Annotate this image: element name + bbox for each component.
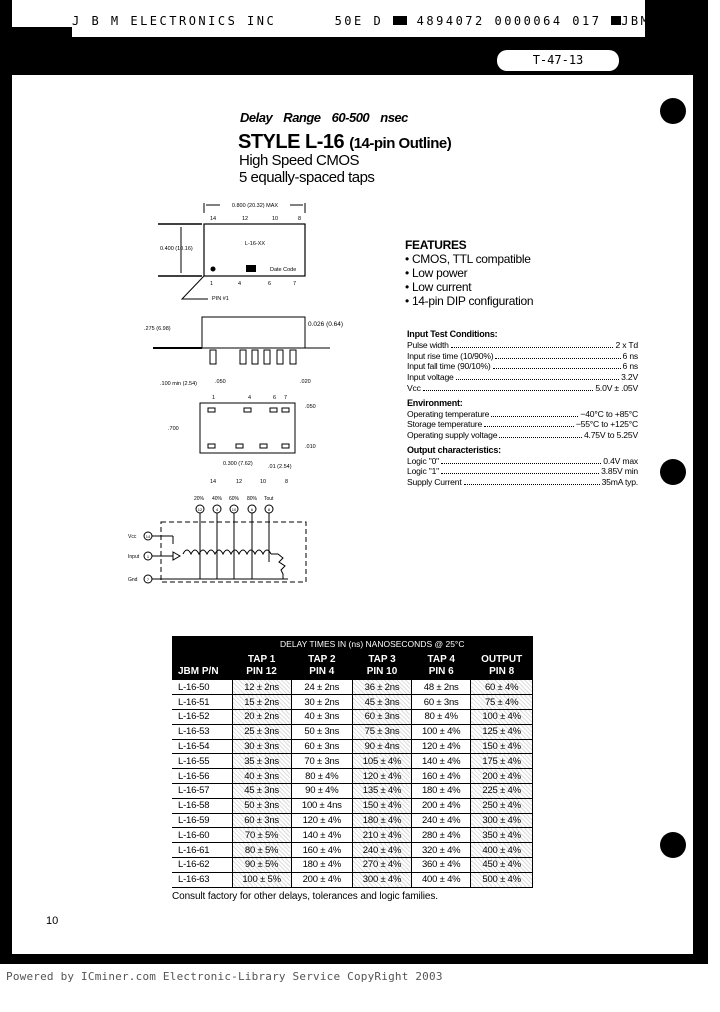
svg-text:7: 7 xyxy=(146,577,150,582)
svg-text:7: 7 xyxy=(293,281,297,287)
part-number-cell: L-16-51 xyxy=(172,695,232,710)
svg-text:12: 12 xyxy=(197,507,203,512)
spec-row xyxy=(407,383,638,394)
dot-leader xyxy=(484,420,574,427)
spec-label: Operating temperature xyxy=(407,408,490,419)
dim-row-spacing: .700 xyxy=(168,426,179,432)
delay-cell: 75 ± 4% xyxy=(471,695,533,710)
delay-cell: 100 ± 4% xyxy=(471,710,533,725)
delay-cell: 450 ± 4% xyxy=(471,858,533,873)
delay-cell: 30 ± 3ns xyxy=(232,739,291,754)
part-number-cell: L-16-59 xyxy=(172,813,232,828)
delay-cell: 350 ± 4% xyxy=(471,828,533,843)
spec-row xyxy=(407,340,638,351)
delay-cell: 80 ± 4% xyxy=(291,769,352,784)
svg-text:10: 10 xyxy=(231,507,237,512)
table-caption: DELAY TIMES IN (ns) NANOSECONDS @ 25°C xyxy=(172,636,533,651)
svg-text:1: 1 xyxy=(210,281,214,287)
dim-lead-thickness: 0.026 (0.64) xyxy=(308,321,344,328)
tap-labels xyxy=(194,496,274,502)
footer-copyright: Powered by ICminer.com Electronic-Library Service CopyRight 2003 xyxy=(6,970,443,983)
delay-cell: 200 ± 4% xyxy=(412,798,471,813)
delay-cell: 60 ± 3ns xyxy=(352,710,411,725)
svg-text:Tout: Tout xyxy=(264,496,274,502)
svg-text:6: 6 xyxy=(268,281,272,287)
dot-leader xyxy=(499,431,582,438)
delay-cell: 100 ± 5% xyxy=(232,872,291,887)
part-number-cell: L-16-53 xyxy=(172,724,232,739)
svg-text:14: 14 xyxy=(210,479,217,485)
delay-cell: 15 ± 2ns xyxy=(232,695,291,710)
part-number-cell: L-16-61 xyxy=(172,843,232,858)
company-name: J B M ELECTRONICS INC xyxy=(72,14,277,28)
spec-label: Input fall time (90/10%) xyxy=(407,361,491,372)
dot-leader xyxy=(451,341,614,348)
subtitle: 5 equally-spaced taps xyxy=(239,169,375,186)
spec-label: Operating supply voltage xyxy=(407,429,498,440)
delay-cell: 45 ± 3ns xyxy=(232,784,291,799)
spec-heading: Output characteristics: xyxy=(407,444,501,455)
spec-label: Vcc xyxy=(407,382,421,393)
delay-cell: 90 ± 5% xyxy=(232,858,291,873)
spec-value: 3.85V min xyxy=(601,466,638,477)
gnd-label: Gnd xyxy=(128,577,138,583)
delay-cell: 150 ± 4% xyxy=(471,739,533,754)
dim-pitch: .050 xyxy=(215,379,226,385)
svg-text:6: 6 xyxy=(250,507,254,512)
reference-badge: T-47-13 xyxy=(497,50,619,71)
specifications xyxy=(407,325,638,488)
column-header: TAP 3 PIN 10 xyxy=(352,651,411,680)
delay-cell: 24 ± 2ns xyxy=(291,680,352,695)
svg-text:4: 4 xyxy=(238,281,242,287)
scan-band-bottom xyxy=(0,954,708,964)
svg-text:20%: 20% xyxy=(194,496,205,502)
delay-cell: 400 ± 4% xyxy=(412,872,471,887)
spec-value: 3.2V xyxy=(621,372,638,383)
delay-range: Delay Range 60-500 nsec xyxy=(240,110,408,125)
delay-cell: 60 ± 3ns xyxy=(232,813,291,828)
part-number-cell: L-16-63 xyxy=(172,872,232,887)
scan-border-right-top xyxy=(645,0,708,40)
subtitle: High Speed CMOS xyxy=(239,152,360,169)
spec-row xyxy=(407,419,638,430)
dot-leader xyxy=(464,478,600,485)
date-code-label: Date Code xyxy=(270,267,297,273)
part-number-cell: L-16-52 xyxy=(172,710,232,725)
delay-cell: 70 ± 5% xyxy=(232,828,291,843)
table-row xyxy=(172,695,533,710)
table-row xyxy=(172,769,533,784)
dot-leader xyxy=(491,410,578,417)
table-row xyxy=(172,813,533,828)
delay-cell: 75 ± 3ns xyxy=(352,724,411,739)
scan-band-top-left xyxy=(0,27,72,39)
delay-cell: 140 ± 4% xyxy=(291,828,352,843)
dot-leader xyxy=(423,384,594,391)
delay-cell: 135 ± 4% xyxy=(352,784,411,799)
dim-height: 0.400 (10.16) xyxy=(160,246,193,252)
delay-cell: 25 ± 3ns xyxy=(232,724,291,739)
delay-cell: 180 ± 4% xyxy=(352,813,411,828)
svg-text:14: 14 xyxy=(210,216,217,222)
feature-item: • Low power xyxy=(405,266,468,280)
svg-text:4: 4 xyxy=(215,507,219,512)
table-row xyxy=(172,858,533,873)
scan-header xyxy=(72,14,650,28)
dot-leader xyxy=(441,457,601,464)
delay-cell: 40 ± 3ns xyxy=(232,769,291,784)
part-number-cell: L-16-57 xyxy=(172,784,232,799)
consult-note: Consult factory for other delays, tolerances and logic families. xyxy=(172,891,438,902)
feature-item: • 14-pin DIP configuration xyxy=(405,294,534,308)
spec-value: 0.4V max xyxy=(603,455,638,466)
delay-cell: 100 ± 4% xyxy=(412,724,471,739)
svg-text:40%: 40% xyxy=(212,496,223,502)
scan-border-right xyxy=(693,0,708,963)
header-brand: JBM xyxy=(621,14,651,28)
svg-text:12: 12 xyxy=(242,216,249,222)
table-row xyxy=(172,739,533,754)
delay-cell: 140 ± 4% xyxy=(412,754,471,769)
spec-value: 6 ns xyxy=(622,350,638,361)
delay-cell: 60 ± 3ns xyxy=(412,695,471,710)
part-marking: L-16-XX xyxy=(244,241,266,247)
svg-text:12: 12 xyxy=(236,479,243,485)
dot-leader xyxy=(495,352,620,359)
svg-text:10: 10 xyxy=(260,479,267,485)
vcc-label: Vcc xyxy=(128,534,137,540)
spec-row xyxy=(407,456,638,467)
punch-hole xyxy=(660,832,686,858)
spec-label: Pulse width xyxy=(407,340,449,350)
svg-text:7: 7 xyxy=(284,395,288,401)
table-row xyxy=(172,784,533,799)
table-row xyxy=(172,754,533,769)
header-code: 50E D xyxy=(334,14,384,28)
dim-lead-min: .100 min (2.54) xyxy=(160,381,197,387)
delay-cell: 80 ± 5% xyxy=(232,843,291,858)
table-row xyxy=(172,710,533,725)
input-label: Input xyxy=(128,554,140,560)
features-title: FEATURES xyxy=(405,238,467,252)
header-barcode-number: 4894072 0000064 017 xyxy=(416,14,602,28)
delay-cell: 200 ± 4% xyxy=(471,769,533,784)
column-header: TAP 1 PIN 12 xyxy=(232,651,291,680)
spec-row xyxy=(407,361,638,372)
delay-cell: 120 ± 4% xyxy=(291,813,352,828)
spec-heading: Environment: xyxy=(407,397,463,408)
delay-cell: 40 ± 3ns xyxy=(291,710,352,725)
table-row xyxy=(172,724,533,739)
spec-row xyxy=(407,372,638,383)
delay-cell: 300 ± 4% xyxy=(471,813,533,828)
delay-cell: 180 ± 4% xyxy=(412,784,471,799)
table-row xyxy=(172,843,533,858)
delay-cell: 150 ± 4% xyxy=(352,798,411,813)
scan-border-left xyxy=(0,0,12,963)
part-number-cell: L-16-62 xyxy=(172,858,232,873)
delay-cell: 60 ± 3ns xyxy=(291,739,352,754)
column-header: JBM P/N xyxy=(172,651,232,680)
top-view-drawing xyxy=(150,195,330,305)
part-number-cell: L-16-60 xyxy=(172,828,232,843)
column-header: OUTPUT PIN 8 xyxy=(471,651,533,680)
delay-cell: 280 ± 4% xyxy=(412,828,471,843)
delay-cell: 30 ± 2ns xyxy=(291,695,352,710)
dim-300: 0.300 (7.62) xyxy=(223,461,253,467)
delay-cell: 160 ± 4% xyxy=(412,769,471,784)
delay-cell: 175 ± 4% xyxy=(471,754,533,769)
delay-times-table xyxy=(172,636,533,888)
dot-leader xyxy=(441,467,599,474)
delay-cell: 60 ± 4% xyxy=(471,680,533,695)
spec-value: 4.75V to 5.25V xyxy=(583,429,638,440)
delay-cell: 210 ± 4% xyxy=(352,828,411,843)
spec-row xyxy=(407,477,638,488)
spec-label: Input rise time (10/90%) xyxy=(407,350,494,361)
spec-value: −40°C to +85°C xyxy=(580,408,638,419)
spec-heading: Input Test Conditions: xyxy=(407,329,498,339)
spec-value: 2 x Td xyxy=(615,340,638,350)
part-number-cell: L-16-54 xyxy=(172,739,232,754)
delay-cell: 360 ± 4% xyxy=(412,858,471,873)
dot-leader xyxy=(493,362,621,369)
part-number-cell: L-16-58 xyxy=(172,798,232,813)
schematic-diagram xyxy=(128,492,313,592)
delay-cell: 45 ± 3ns xyxy=(352,695,411,710)
page-number: 10 xyxy=(46,915,59,927)
feature-item: • CMOS, TTL compatible xyxy=(405,252,531,266)
delay-cell: 90 ± 4ns xyxy=(352,739,411,754)
svg-text:8: 8 xyxy=(267,507,271,512)
svg-text:4: 4 xyxy=(248,395,252,401)
svg-text:14: 14 xyxy=(145,534,151,539)
spec-value: 5.0V ± .05V xyxy=(595,382,638,393)
spec-value: −55°C to +125°C xyxy=(575,419,638,430)
spec-row xyxy=(407,466,638,477)
delay-cell: 80 ± 4% xyxy=(412,710,471,725)
footprint-bottom-pins xyxy=(210,479,288,485)
bottom-pin-labels xyxy=(210,281,296,287)
table-caption-row xyxy=(172,636,533,651)
delay-cell: 120 ± 4% xyxy=(412,739,471,754)
delay-cell: 125 ± 4% xyxy=(471,724,533,739)
delay-cell: 320 ± 4% xyxy=(412,843,471,858)
delay-cell: 48 ± 2ns xyxy=(412,680,471,695)
svg-text:80%: 80% xyxy=(247,496,258,502)
table-row xyxy=(172,798,533,813)
top-pin-labels xyxy=(210,216,301,222)
delay-cell: 500 ± 4% xyxy=(471,872,533,887)
part-number-cell: L-16-56 xyxy=(172,769,232,784)
svg-text:60%: 60% xyxy=(229,496,240,502)
dot-leader xyxy=(456,373,619,380)
punch-hole xyxy=(660,98,686,124)
delay-cell: 180 ± 4% xyxy=(291,858,352,873)
delay-cell: 120 ± 4% xyxy=(352,769,411,784)
features-list xyxy=(405,238,533,308)
part-number-cell: L-16-50 xyxy=(172,680,232,695)
svg-text:6: 6 xyxy=(273,395,277,401)
table-row xyxy=(172,828,533,843)
delay-cell: 240 ± 4% xyxy=(352,843,411,858)
delay-cell: 300 ± 4% xyxy=(352,872,411,887)
side-and-footprint-drawing xyxy=(140,310,355,490)
delay-cell: 50 ± 3ns xyxy=(232,798,291,813)
spec-row xyxy=(407,409,638,420)
delay-cell: 400 ± 4% xyxy=(471,843,533,858)
feature-item: • Low current xyxy=(405,280,472,294)
pin1-label: PIN #1 xyxy=(212,296,229,302)
delay-cell: 35 ± 3ns xyxy=(232,754,291,769)
spec-value: 6 ns xyxy=(622,361,638,372)
delay-cell: 270 ± 4% xyxy=(352,858,411,873)
spec-label: Supply Current xyxy=(407,477,462,488)
svg-text:1: 1 xyxy=(146,554,150,559)
column-header: TAP 2 PIN 4 xyxy=(291,651,352,680)
spec-row xyxy=(407,351,638,362)
table-row xyxy=(172,872,533,887)
delay-cell: 70 ± 3ns xyxy=(291,754,352,769)
footprint-top-pins xyxy=(212,395,287,401)
page-title: STYLE L-16 (14-pin Outline) xyxy=(238,131,452,153)
spec-label: Logic "0" xyxy=(407,455,440,466)
delay-cell: 12 ± 2ns xyxy=(232,680,291,695)
delay-cell: 50 ± 3ns xyxy=(291,724,352,739)
dim-width: 0.800 (20.32) MAX xyxy=(231,203,279,209)
delay-cell: 90 ± 4% xyxy=(291,784,352,799)
dim-side-height: .275 (6.98) xyxy=(144,326,171,332)
svg-text:10: 10 xyxy=(272,216,279,222)
delay-cell: 250 ± 4% xyxy=(471,798,533,813)
delay-cell: 200 ± 4% xyxy=(291,872,352,887)
column-header: TAP 4 PIN 6 xyxy=(412,651,471,680)
delay-cell: 225 ± 4% xyxy=(471,784,533,799)
svg-text:8: 8 xyxy=(285,479,289,485)
svg-text:8: 8 xyxy=(298,216,302,222)
spec-row xyxy=(407,430,638,441)
dim-100: .01 (2.54) xyxy=(268,464,292,470)
table-header-row xyxy=(172,651,533,680)
punch-hole xyxy=(660,459,686,485)
svg-text:1: 1 xyxy=(212,395,216,401)
delay-cell: 160 ± 4% xyxy=(291,843,352,858)
dim-lead-width: .020 xyxy=(300,379,311,385)
part-number-cell: L-16-55 xyxy=(172,754,232,769)
dim-pad-gap: .010 xyxy=(305,444,316,450)
delay-cell: 105 ± 4% xyxy=(352,754,411,769)
spec-label: Logic "1" xyxy=(407,466,440,477)
delay-cell: 20 ± 2ns xyxy=(232,710,291,725)
delay-cell: 100 ± 4ns xyxy=(291,798,352,813)
spec-label: Storage temperature xyxy=(407,419,483,430)
table-row xyxy=(172,680,533,695)
delay-cell: 36 ± 2ns xyxy=(352,680,411,695)
spec-value: 35mA typ. xyxy=(601,477,638,488)
delay-cell: 240 ± 4% xyxy=(412,813,471,828)
spec-label: Input voltage xyxy=(407,372,454,383)
dim-pad: .050 xyxy=(305,404,316,410)
